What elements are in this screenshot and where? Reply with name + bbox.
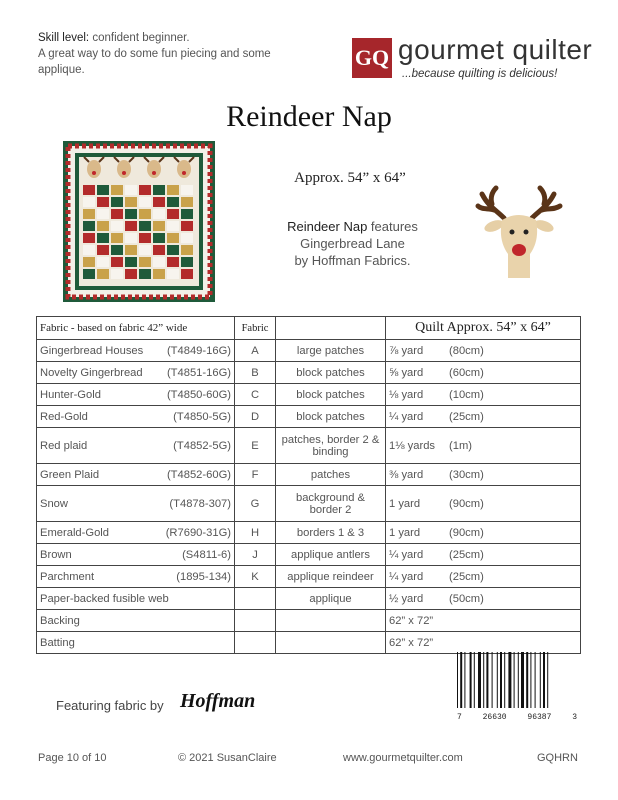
table-row [37,632,581,654]
fabric-name: Brown [40,548,72,561]
table-row [37,544,581,566]
fabric-letter: H [235,522,276,544]
fabric-name: Emerald-Gold [40,526,110,539]
fabric-yardage: 1⅛ yards [389,439,436,452]
fabric-name-cell [37,610,235,632]
fabric-yardage: 62” x 72” [389,614,434,627]
footer-code: GQHRN [537,752,578,764]
header-fabric-letter: Fabric [235,317,276,340]
fabric-letter [235,588,276,610]
fabric-quantity-cell [386,340,581,362]
feature-maker: by Hoffman Fabrics. [294,253,411,268]
feature-text [250,218,455,269]
fabric-name: Snow [40,497,68,510]
fabric-letter: A [235,340,276,362]
fabric-name: Red-Gold [40,410,88,423]
table-row [37,340,581,362]
fabric-use: block patches [276,406,386,428]
approx-size: Approx. 54” x 64” [294,170,406,186]
pattern-title: Reindeer Nap [226,100,392,133]
table-row [37,522,581,544]
fabric-name-cell [37,632,235,654]
fabric-code: (T4851-16G) [166,366,231,379]
fabric-use: block patches [276,384,386,406]
fabric-metric: (80cm) [449,344,484,357]
fabric-name-cell [37,544,235,566]
skill-label: Skill level: [38,32,90,44]
fabric-metric: (60cm) [449,366,484,379]
fabric-quantity-cell [386,566,581,588]
fabric-code: (T4849-16G) [166,344,231,357]
fabric-name-cell [37,464,235,486]
header-fabric: Fabric - based on fabric 42” wide [37,317,235,340]
table-row [37,486,581,522]
fabric-name-cell [37,340,235,362]
reindeer-applique-image [474,180,564,280]
barcode-digit-3: 96387 [527,713,552,722]
fabric-use: patches [276,464,386,486]
fabric-letter: B [235,362,276,384]
fabric-yardage: ⅝ yard [389,366,424,379]
fabric-use: applique [276,588,386,610]
fabric-letter [235,632,276,654]
table-row [37,384,581,406]
fabric-name: Batting [40,636,75,649]
fabric-name: Hunter-Gold [40,388,101,401]
fabric-metric: (25cm) [449,548,484,561]
fabric-yardage: ¼ yard [389,570,424,583]
fabric-yardage: ⅞ yard [389,344,424,357]
fabric-name-cell [37,362,235,384]
fabric-name: Green Plaid [40,468,100,481]
fabric-use: borders 1 & 3 [276,522,386,544]
fabric-code: (T4850-5G) [173,410,231,423]
fabric-name: Backing [40,614,80,627]
fabric-code: (T4852-60G) [166,468,231,481]
fabric-name: Red plaid [40,439,88,452]
fabric-use: applique antlers [276,544,386,566]
fabric-quantity-cell [386,486,581,522]
fabric-letter: F [235,464,276,486]
fabric-metric: (1m) [449,439,472,452]
fabric-name-cell [37,566,235,588]
fabric-name-cell [37,406,235,428]
fabric-use: patches, border 2 & binding [276,428,386,464]
barcode-digit-2: 26630 [482,713,507,722]
barcode-bars [455,652,579,708]
fabric-letter: D [235,406,276,428]
skill-value: confident beginner. [92,32,190,44]
fabric-letter: C [235,384,276,406]
table-row [37,464,581,486]
gq-monogram: GQ [352,38,392,78]
table-header-row [37,317,581,340]
skill-description: A great way to do some fun piecing and some applique. [38,48,271,76]
fabric-name: Paper-backed fusible web [40,592,169,605]
fabric-use: applique reindeer [276,566,386,588]
fabric-name-cell [37,428,235,464]
fabric-requirements-table [36,316,581,654]
table-row [37,362,581,384]
fabric-letter: J [235,544,276,566]
header-use [276,317,386,340]
fabric-metric: (10cm) [449,388,484,401]
fabric-yardage: ½ yard [389,592,424,605]
fabric-use [276,632,386,654]
fabric-quantity-cell [386,522,581,544]
fabric-yardage: 1 yard [389,497,421,510]
fabric-use: block patches [276,362,386,384]
fabric-quantity-cell [386,428,581,464]
fabric-name: Gingerbread Houses [40,344,144,357]
fabric-letter: E [235,428,276,464]
fabric-quantity-cell [386,384,581,406]
fabric-letter: G [235,486,276,522]
fabric-quantity-cell [386,544,581,566]
fabric-name-cell [37,588,235,610]
barcode [455,652,579,722]
fabric-name: Parchment [40,570,95,583]
table-row [37,428,581,464]
fabric-code: (1895-134) [176,570,231,583]
fabric-yardage: ⅛ yard [389,388,424,401]
fabric-quantity-cell [386,362,581,384]
table-row [37,610,581,632]
fabric-code: (S4811-6) [182,548,231,561]
fabric-letter: K [235,566,276,588]
fabric-yardage: ¼ yard [389,410,424,423]
feature-collection: Gingerbread Lane [300,236,405,251]
feature-pattern-name: Reindeer Nap [287,219,368,234]
fabric-name: Novelty Gingerbread [40,366,143,379]
fabric-code: (T4852-5G) [173,439,231,452]
fabric-code: (R7690-31G) [165,526,231,539]
fabric-quantity-cell [386,588,581,610]
fabric-metric: (25cm) [449,570,484,583]
footer-page: Page 10 of 10 [38,752,107,764]
fabric-yardage: 1 yard [389,526,421,539]
fabric-metric: (25cm) [449,410,484,423]
fabric-metric: (90cm) [449,497,484,510]
fabric-metric: (30cm) [449,468,484,481]
fabric-name-cell [37,522,235,544]
fabric-yardage: 62” x 72” [389,636,434,649]
fabric-quantity-cell [386,464,581,486]
header-quilt-size: Quilt Approx. 54” x 64” [386,317,581,340]
table-row [37,566,581,588]
fabric-use: large patches [276,340,386,362]
fabric-metric: (90cm) [449,526,484,539]
fabric-quantity-cell [386,632,581,654]
fabric-yardage: ¼ yard [389,548,424,561]
fabric-use: background & border 2 [276,486,386,522]
barcode-digit-4: 3 [572,713,577,722]
footer-copyright: © 2021 SusanClaire [178,752,277,764]
fabric-code: (T4850-60G) [166,388,231,401]
featuring-label: Featuring fabric by [56,698,164,713]
barcode-digit-1: 7 [457,713,462,722]
table-row [37,406,581,428]
fabric-quantity-cell [386,610,581,632]
fabric-name-cell [37,384,235,406]
fabric-code: (T4878-307) [169,497,231,510]
table-row [37,588,581,610]
fabric-metric: (50cm) [449,592,484,605]
skill-level-note [38,30,288,78]
brand-name: gourmet quilter [398,34,593,65]
fabric-use [276,610,386,632]
brand-tagline: ...because quilting is delicious! [402,68,558,80]
hoffman-logo: Hoffman [180,690,256,712]
fabric-name-cell [37,486,235,522]
fabric-yardage: ⅜ yard [389,468,424,481]
fabric-letter [235,610,276,632]
footer-url[interactable]: www.gourmetquilter.com [343,752,463,764]
feature-verb: features [370,219,418,234]
quilt-image [63,141,215,302]
fabric-quantity-cell [386,406,581,428]
